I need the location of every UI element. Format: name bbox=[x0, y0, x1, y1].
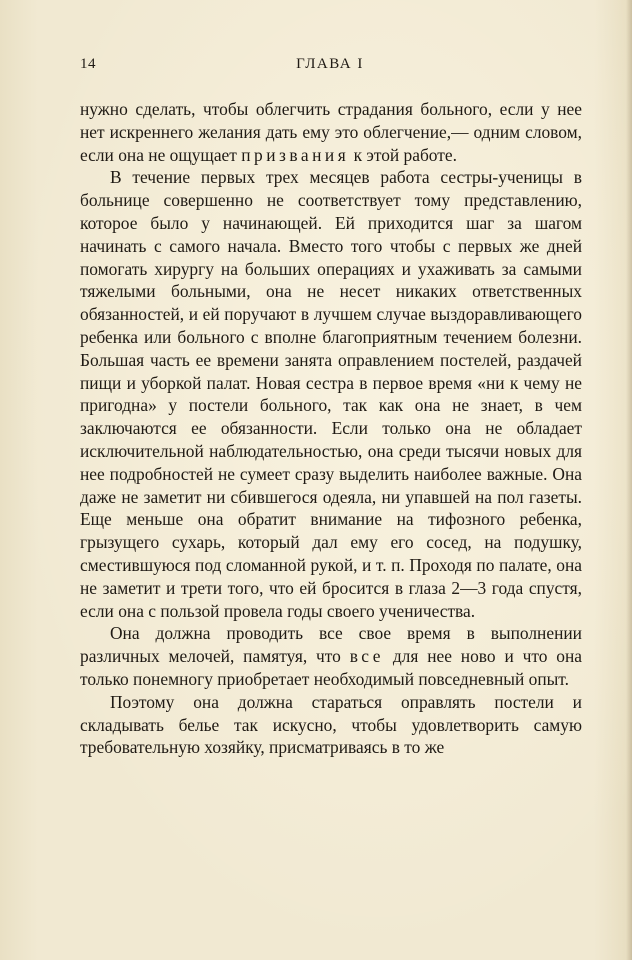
page-header bbox=[80, 56, 580, 80]
text-run: Поэтому она должна стараться оправлять постели и складывать белье так искусно, чтобы удовлетворить самую требовательную хозяйку, присматриваясь в то же bbox=[80, 691, 582, 758]
emphasis-spaced-word: все bbox=[349, 646, 384, 667]
text-run: нужно сделать, чтобы облегчить страдания больного, если у нее нет искреннего желания дать ему это облегчение,— одним словом, если она не ощущает bbox=[80, 99, 582, 165]
paragraph-4 bbox=[80, 691, 582, 759]
body-text bbox=[80, 98, 582, 759]
paragraph-3 bbox=[80, 622, 582, 690]
text-run: для нее ново и что она только понемногу приобретает необходимый повседневный опыт. bbox=[80, 646, 582, 689]
text-run: Она должна проводить все свое время в выполнении различных мелочей, памятуя, что bbox=[80, 623, 582, 667]
running-head: ГЛАВА I bbox=[296, 56, 364, 72]
text-run: к этой работе. bbox=[349, 144, 457, 165]
emphasis-spaced-word: призвания bbox=[241, 144, 350, 165]
paragraph-1 bbox=[80, 98, 582, 166]
text-run: В течение первых трех месяцев работа сестры-ученицы в больнице совершенно не соответствует тому представлению, которое было у начинающей. Ей приходится шаг за шагом начинать с самого начала. Вместо того чтобы с первых же дней помогать хирургу на больших операциях и ухаживать за самыми тяжелыми больными, она не несет никаких ответственных обязанностей, и ей поручают в лучшем случае выздоравливающего ребенка или больного с вполне благоприятным течением болезни. Большая часть ее времени занята оправлением постелей, раздачей пищи и уборкой палат. Новая сестра в первое время «ни к чему не пригодна» у постели больного, так как она не знает, в чем заключаются ее обязанности. Если только она не обладает исключительной наблюдательностью, она среди тысячи новых для нее подробностей не сумеет сразу выделить наиболее важные. Она даже не заметит ни сбившегося одеяла, ни упавшей на пол газеты. Еще меньше она обратит внимание на тифозного ребенка, грызущего сухарь, который дал ему его сосед, на подушку, сместившуюся под сломанной рукой, и т. п. Проходя по палате, она не заметит и трети того, что ей бросится в глаза 2—3 года спустя, если она с пользой провела годы своего ученичества. bbox=[80, 167, 582, 621]
paragraph-2 bbox=[80, 166, 582, 622]
page-number: 14 bbox=[80, 56, 96, 72]
page-edge-shadow bbox=[626, 0, 632, 960]
